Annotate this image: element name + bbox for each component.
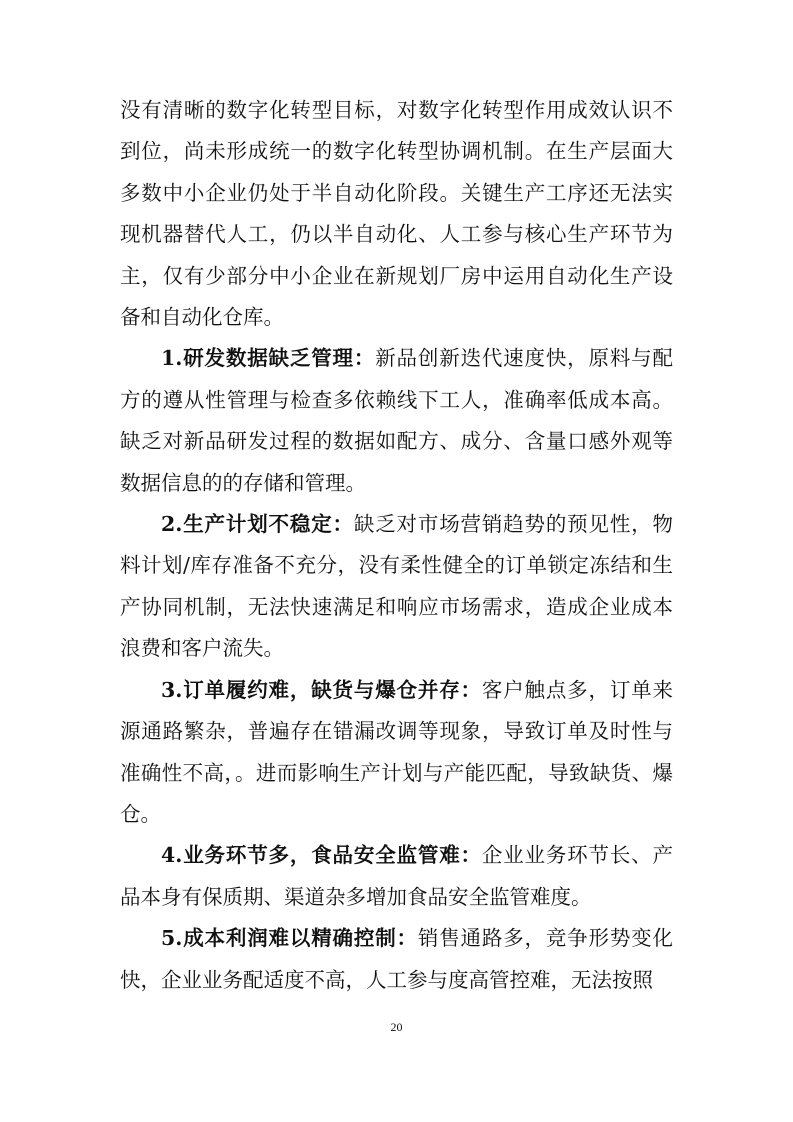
intro-paragraph: 没有清晰的数字化转型目标，对数字化转型作用成效认识不到位，尚未形成统一的数字化转型协调机制。在生产层面大多数中小企业仍处于半自动化阶段。关键生产工序还无法实现机器替代人工，仍以半自动化、人工参与核心生产环节为主，仅有少部分中小企业在新规划厂房中运用自动化生产设备和自动化仓库。 <box>120 98 673 330</box>
paragraph-item-2 <box>120 504 673 670</box>
item-heading-5: 5.成本利润难以精确控制： <box>161 926 418 951</box>
paragraph-item-5 <box>120 918 673 1001</box>
paragraph-item-1 <box>120 338 673 504</box>
item-text-5: 销售通路多，竞争形势变化快，企业业务配适度不高，人工参与度高管控难，无法按照 <box>120 926 674 992</box>
body-text <box>120 90 673 1001</box>
item-text-1: 新品创新迭代速度快，原料与配方的遵从性管理与检查多依赖线下工人，准确率低成本高。缺乏对新品研发过程的数据如配方、成分、含量口感外观等数据信息的的存储和管理。 <box>120 346 673 495</box>
item-text-4: 企业业务环节长、产品本身有保质期、渠道杂多增加食品安全监管难度。 <box>120 843 674 909</box>
item-text-3: 客户触点多，订单来源通路繁杂，普遍存在错漏改调等现象，导致订单及时性与准确性不高，。进而影响生产计划与产能匹配，导致缺货、爆仓。 <box>120 677 674 826</box>
item-heading-4: 4.业务环节多，食品安全监管难： <box>161 843 482 868</box>
paragraph-item-3 <box>120 670 673 836</box>
page-number: 20 <box>390 1020 403 1034</box>
item-heading-2: 2.生产计划不稳定： <box>161 512 354 537</box>
item-heading-3: 3.订单履约难，缺货与爆仓并存： <box>161 677 482 702</box>
item-text-2: 缺乏对市场营销趋势的预见性，物料计划/库存准备不充分，没有柔性健全的订单锁定冻结和生产协同机制，无法快速满足和响应市场需求，造成企业成本浪费和客户流失。 <box>120 512 673 661</box>
item-heading-1: 1.研发数据缺乏管理： <box>161 346 376 371</box>
paragraph-item-4 <box>120 835 673 918</box>
